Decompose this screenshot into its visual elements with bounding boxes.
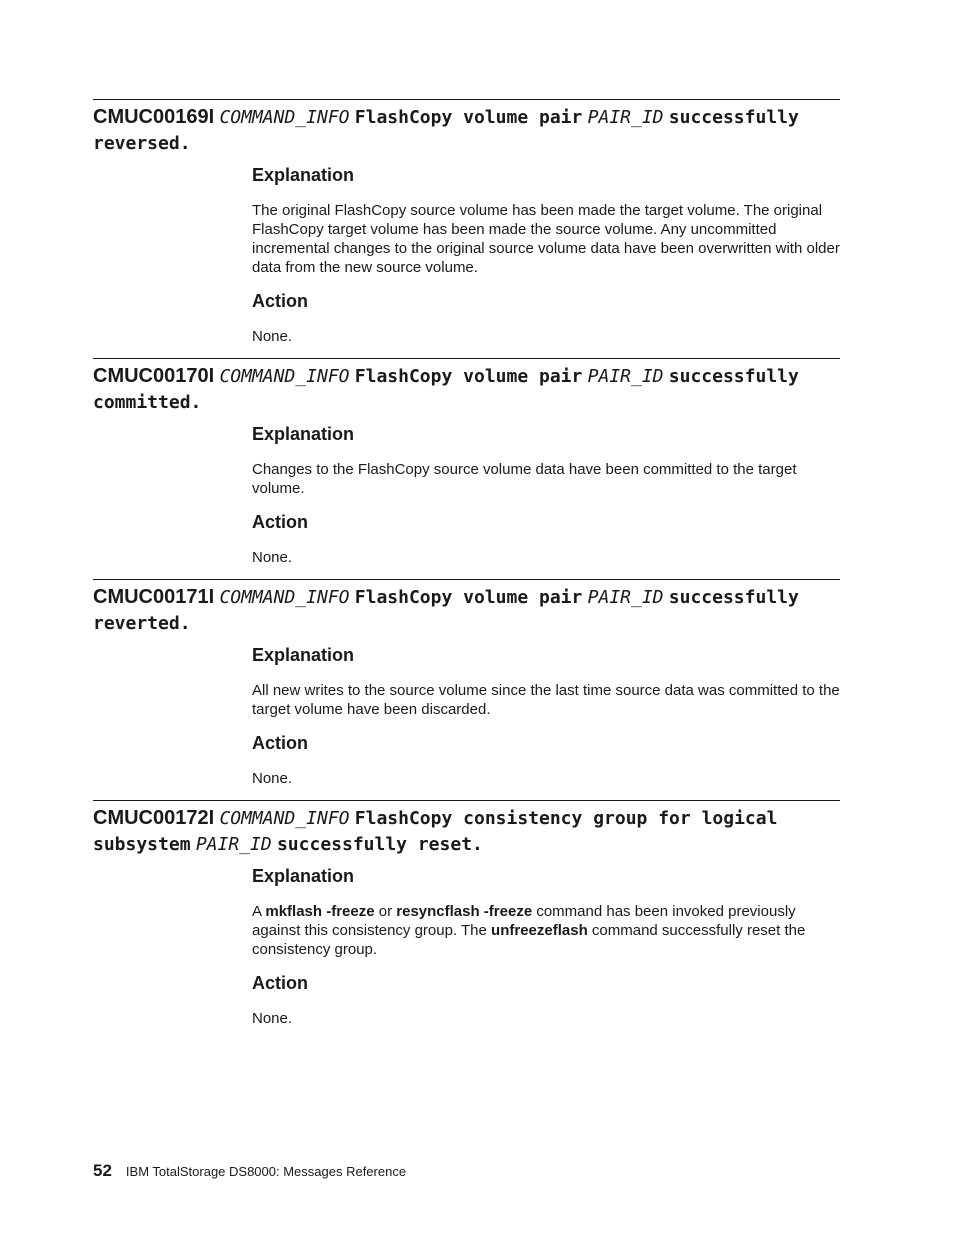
message-text: FlashCopy consistency group for logical subsystem (93, 808, 778, 855)
message-variable: COMMAND_INFO (219, 107, 350, 128)
footer-title: IBM TotalStorage DS8000: Messages Reference (125, 1164, 407, 1179)
message-body (252, 643, 840, 788)
action-heading: Action (252, 291, 308, 311)
message-body (252, 864, 840, 1028)
message-variable: PAIR_ID (587, 366, 664, 387)
message-text: successfully reverted. (93, 587, 799, 634)
page-number: 52 (93, 1161, 112, 1180)
message-text: successfully committed. (93, 366, 799, 413)
message-text: successfully reversed. (93, 107, 799, 154)
message-variable: PAIR_ID (195, 834, 272, 855)
action-heading: Action (252, 733, 308, 753)
message-entry (93, 579, 840, 788)
message-id: CMUC00170I (93, 365, 215, 387)
message-title (93, 104, 840, 157)
message-title (93, 363, 840, 416)
message-entry (93, 358, 840, 567)
message-entry (93, 99, 840, 346)
message-variable: PAIR_ID (587, 587, 664, 608)
document-content (93, 99, 840, 1028)
action-heading: Action (252, 512, 308, 532)
explanation-heading: Explanation (252, 866, 355, 886)
explanation-heading: Explanation (252, 165, 355, 185)
message-text: FlashCopy volume pair (354, 587, 583, 608)
explanation-heading: Explanation (252, 645, 355, 665)
action-text: None. (252, 1010, 293, 1027)
message-variable: COMMAND_INFO (219, 808, 350, 829)
command-name: unfreezeflash (491, 922, 588, 939)
message-title (93, 805, 840, 858)
message-title (93, 584, 840, 637)
message-entry (93, 800, 840, 1028)
action-text: None. (252, 770, 293, 787)
command-name: resyncflash -freeze (396, 903, 533, 920)
message-id: CMUC00172I (93, 807, 215, 829)
explanation-text (252, 902, 840, 959)
explanation-fragment: command has been invoked previously against this consistency group. The (252, 903, 796, 939)
action-text: None. (252, 328, 293, 345)
action-heading: Action (252, 973, 308, 993)
page-footer (93, 1160, 406, 1183)
explanation-text: Changes to the FlashCopy source volume data have been committed to the target volume. (252, 461, 797, 497)
explanation-fragment: or (374, 903, 397, 920)
message-id: CMUC00169I (93, 106, 215, 128)
command-name: mkflash -freeze (265, 903, 375, 920)
message-text: successfully reset. (276, 834, 483, 855)
message-variable: PAIR_ID (587, 107, 664, 128)
message-id: CMUC00171I (93, 586, 215, 608)
message-body (252, 163, 840, 346)
message-body (252, 422, 840, 567)
explanation-heading: Explanation (252, 424, 355, 444)
message-text: FlashCopy volume pair (354, 366, 583, 387)
message-variable: COMMAND_INFO (219, 587, 350, 608)
message-variable: COMMAND_INFO (219, 366, 350, 387)
action-text: None. (252, 549, 293, 566)
explanation-text: All new writes to the source volume since the last time source data was committed to the target volume have been discarded. (252, 682, 840, 718)
explanation-text: The original FlashCopy source volume has been made the target volume. The original FlashCopy target volume has been made the source volume. Any uncommitted incremental changes to the original source volume data have been overwritten with older data from the new source volume. (252, 202, 840, 276)
explanation-fragment: command successfully reset the consistency group. (252, 922, 806, 958)
explanation-fragment: A (252, 903, 266, 920)
message-text: FlashCopy volume pair (354, 107, 583, 128)
